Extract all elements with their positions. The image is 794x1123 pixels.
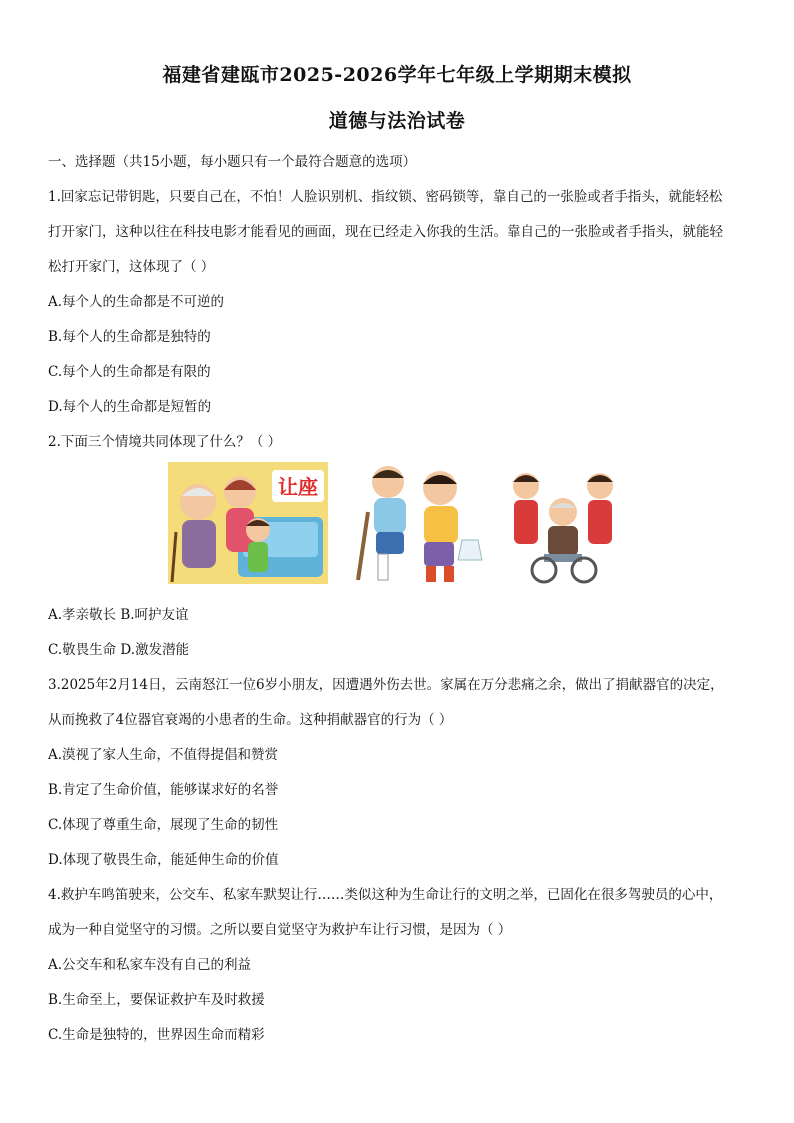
question-1-option-c: C.每个人的生命都是有限的 [48, 364, 211, 380]
question-4-option-b: B.生命至上，要保证救护车及时救援 [48, 992, 265, 1008]
question-4-option-c: C.生命是独特的，世界因生命而精彩 [48, 1027, 265, 1043]
giving-seat-caption: 让座 [278, 475, 318, 499]
exam-title: 福建省建瓯市2025-2026学年七年级上学期期末模拟 [162, 64, 632, 86]
question-3-option-a: A.漠视了家人生命，不值得提倡和赞赏 [48, 747, 279, 763]
question-1-option-a: A.每个人的生命都是不可逆的 [48, 294, 225, 310]
section-heading: 一、选择题（共15小题，每小题只有一个最符合题意的选项） [48, 154, 417, 170]
question-3-stem-line-1: 3.2025年2月14日，云南怒江一位6岁小朋友，因遭遇外伤去世。家属在万分悲痛之余，做出了捐献器官的决定， [48, 677, 724, 693]
question-1-stem-line-2: 打开家门，这种以往在科技电影才能看见的画面，现在已经走入你我的生活。靠自己的一张脸或者手指头，就能轻 [48, 224, 723, 240]
question-4-option-a: A.公交车和私家车没有自己的利益 [48, 957, 252, 973]
question-1-stem-line-1: 1.回家忘记带钥匙，只要自己在，不怕！人脸识别机、指纹锁、密码锁等，靠自己的一张脸或者手指头，就能轻松 [48, 189, 723, 205]
question-1-option-d: D.每个人的生命都是短暂的 [48, 399, 212, 415]
question-2-options-row-1: A.孝亲敬长 B.呵护友谊 [48, 607, 189, 623]
question-1-stem-line-3: 松打开家门，这体现了（ ） [48, 259, 215, 275]
question-3-stem-line-2: 从而挽救了4位器官衰竭的小患者的生命。这种捐献器官的行为（ ） [48, 712, 453, 728]
question-2-illustrations [168, 462, 628, 586]
question-4-stem-line-2: 成为一种自觉坚守的习惯。之所以要自觉坚守为救护车让行习惯，是因为（ ） [48, 922, 512, 938]
exam-subtitle: 道德与法治试卷 [328, 110, 466, 132]
question-3-option-d: D.体现了敬畏生命，能延伸生命的价值 [48, 852, 279, 868]
question-2-stem: 2.下面三个情境共同体现了什么？（ ） [48, 434, 282, 450]
question-1-option-b: B.每个人的生命都是独特的 [48, 329, 211, 345]
question-3-option-b: B.肯定了生命价值，能够谋求好的名誉 [48, 782, 279, 798]
elder-wheelchair-illustration [504, 462, 622, 584]
question-3-option-c: C.体现了尊重生命，展现了生命的韧性 [48, 817, 279, 833]
question-2-options-row-2: C.敬畏生命 D.激发潜能 [48, 642, 190, 658]
giving-seat-illustration [168, 462, 328, 584]
helping-friend-illustration [340, 462, 490, 584]
question-4-stem-line-1: 4.救护车鸣笛驶来，公交车、私家车默契让行……类似这种为生命让行的文明之举，已固化在很多驾驶员的心中， [48, 887, 723, 903]
